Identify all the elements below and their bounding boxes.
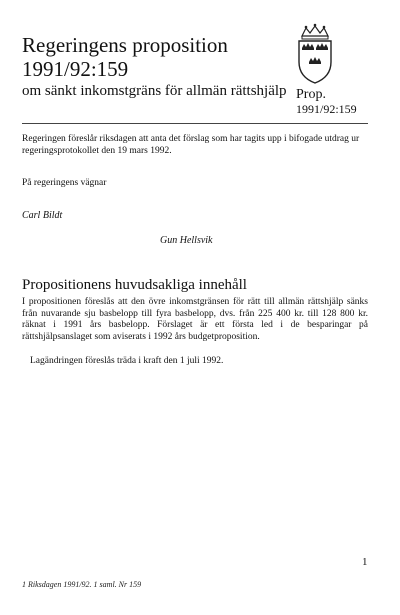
swedish-coat-of-arms-icon: [290, 22, 340, 86]
document-subtitle: om sänkt inkomstgräns för allmän rättshjälp: [22, 83, 287, 99]
proposition-number: 1991/92:159: [22, 57, 129, 81]
prop-number: 1991/92:159: [296, 102, 357, 116]
footer-citation: 1 Riksdagen 1991/92. 1 saml. Nr 159: [22, 580, 142, 589]
section-heading: Propositionens huvudsakliga innehåll: [22, 277, 247, 293]
document-title: Regeringens proposition: [22, 33, 228, 57]
intro-paragraph: Regeringen föreslår riksdagen att anta det förslag som har tagits upp i bifogade utdrag ur regeringsprotokollet den 19 mars 1992.: [22, 134, 360, 156]
page-number: 1: [362, 556, 368, 568]
signature-minister: Gun Hellsvik: [160, 235, 213, 246]
summary-paragraph-effective-date: Lagändringen föreslås träda i kraft den 1 juli 1992.: [30, 356, 224, 366]
prop-label: Prop.: [296, 87, 326, 102]
divider: [22, 123, 368, 124]
behalf-line: På regeringens vägnar: [22, 178, 107, 188]
summary-paragraph: I propositionen föreslås att den övre inkomstgränsen för rätt till allmän rättshjälp sänks från nuvarande sju basbelopp till fyra basbelopp, dvs. från 225 400 kr. till 128 800 kr. räknat i 1991 års basbelopp. Förslaget är ett första led i de besparingar på rättshjälpsanslaget som aviserats i 1992 års budgetproposition.: [22, 297, 368, 342]
signature-prime-minister: Carl Bildt: [22, 210, 63, 221]
